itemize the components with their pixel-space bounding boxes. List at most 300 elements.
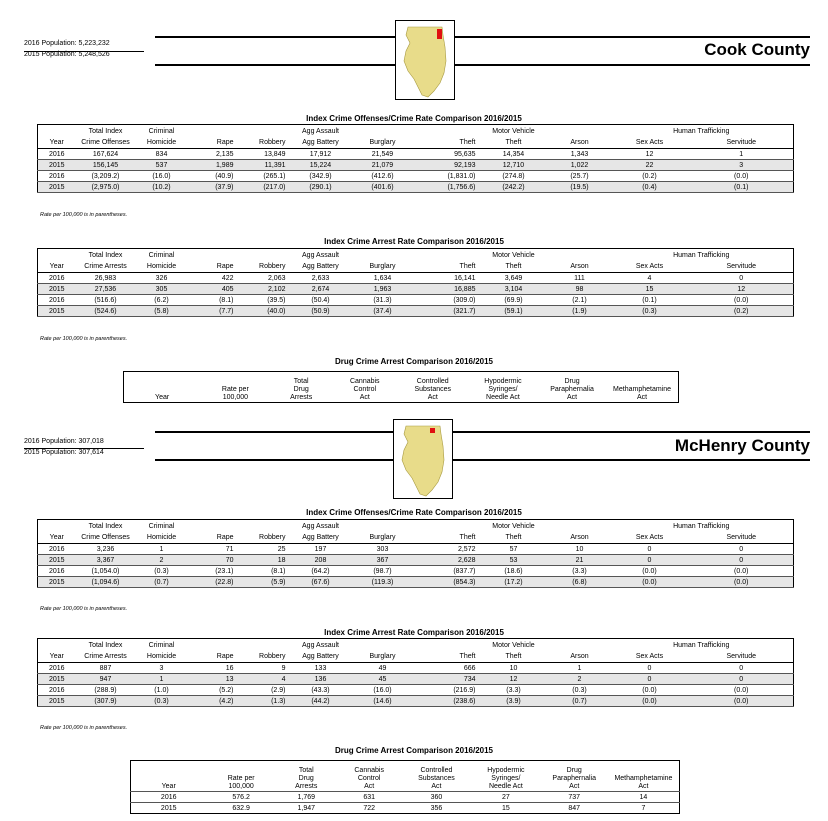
table-cell: (3.9) bbox=[478, 696, 550, 707]
header-cell: Servitude bbox=[690, 531, 794, 544]
header-cell: Human Trafficking bbox=[673, 252, 730, 259]
header-cell: Robbery bbox=[236, 260, 288, 273]
header-cell bbox=[412, 125, 478, 137]
table-cell: 10 bbox=[550, 544, 610, 555]
table-cell: (216.9) bbox=[412, 685, 478, 696]
table-row bbox=[38, 566, 794, 577]
header-cell: Sex Acts bbox=[610, 260, 690, 273]
table-cell: 95,635 bbox=[412, 149, 478, 160]
table-cell: 1 bbox=[550, 663, 610, 674]
table-cell: (7.7) bbox=[188, 306, 236, 317]
header-cell: Total Index bbox=[88, 523, 123, 530]
table-cell: 167,624 bbox=[76, 149, 136, 160]
table-row bbox=[38, 577, 794, 588]
header-cell: Homicide bbox=[136, 531, 188, 544]
header-cell bbox=[188, 639, 236, 651]
header-cell: Burglary bbox=[354, 136, 412, 149]
table-cell: (0.3) bbox=[136, 696, 188, 707]
header-cell bbox=[412, 249, 478, 261]
table-row bbox=[38, 306, 794, 317]
header-line: Needle Act bbox=[488, 783, 523, 790]
header-line: Year bbox=[161, 783, 176, 790]
table-cell: (0.2) bbox=[690, 306, 794, 317]
header-cell bbox=[206, 761, 275, 792]
header-cell bbox=[606, 372, 678, 403]
table-cell: 0 bbox=[690, 544, 794, 555]
table-cell: 18 bbox=[236, 555, 288, 566]
header-line: Substances bbox=[418, 775, 455, 782]
table-cell: (274.8) bbox=[478, 171, 550, 182]
table-cell: (14.6) bbox=[354, 696, 412, 707]
table-cell: 1,947 bbox=[276, 803, 337, 814]
table-cell: (307.9) bbox=[76, 696, 136, 707]
table-cell: (67.6) bbox=[288, 577, 354, 588]
arrests-table bbox=[37, 248, 794, 317]
table-cell: 2015 bbox=[38, 160, 76, 171]
table-cell: 2 bbox=[136, 555, 188, 566]
mchenry-county-section bbox=[0, 415, 828, 821]
header-cell: Human Trafficking bbox=[673, 642, 730, 649]
table-cell: (854.3) bbox=[412, 577, 478, 588]
header-rule-left bbox=[24, 51, 144, 52]
table-cell: 367 bbox=[354, 555, 412, 566]
table-cell: 2016 bbox=[38, 685, 76, 696]
header-line: Total bbox=[293, 378, 309, 385]
header-line: Substances bbox=[414, 386, 452, 393]
table-cell: (37.9) bbox=[188, 182, 236, 193]
table-cell: 847 bbox=[541, 803, 608, 814]
table-row bbox=[38, 182, 794, 193]
table-cell: 356 bbox=[402, 803, 471, 814]
header-cell: Agg Battery bbox=[288, 136, 354, 149]
offenses-table-title: Index Crime Offenses/Crime Rate Comparison 2016/2015 bbox=[306, 114, 522, 123]
table-cell: (412.6) bbox=[354, 171, 412, 182]
header-cell: Robbery bbox=[236, 531, 288, 544]
table-cell: 53 bbox=[478, 555, 550, 566]
table-cell: 0 bbox=[690, 663, 794, 674]
table-cell: (6.2) bbox=[136, 295, 188, 306]
table-cell: (0.7) bbox=[550, 696, 610, 707]
header-cell: Criminal bbox=[148, 128, 175, 135]
table-cell: 1 bbox=[136, 674, 188, 685]
header-cell: Sex Acts bbox=[610, 531, 690, 544]
county-name: McHenry County bbox=[674, 436, 810, 455]
header-cell: Crime Offenses bbox=[76, 136, 136, 149]
header-cell bbox=[468, 372, 538, 403]
table-cell: 2016 bbox=[38, 663, 76, 674]
table-cell: (1.3) bbox=[236, 696, 288, 707]
header-cell: Theft bbox=[478, 650, 550, 663]
drug-table bbox=[130, 760, 680, 814]
table-cell: (16.0) bbox=[354, 685, 412, 696]
table-cell: 2,102 bbox=[236, 284, 288, 295]
header-cell: Rape bbox=[188, 531, 236, 544]
header-rule-bottom bbox=[155, 64, 810, 66]
table-cell: (321.7) bbox=[412, 306, 478, 317]
header-cell: Criminal bbox=[148, 642, 175, 649]
table-cell: (290.1) bbox=[288, 182, 354, 193]
header-cell bbox=[398, 372, 468, 403]
table-cell: (6.8) bbox=[550, 577, 610, 588]
table-cell: 2015 bbox=[38, 306, 76, 317]
population-2015: 2015 Population: 307,614 bbox=[24, 449, 104, 456]
table-cell: 2016 bbox=[38, 566, 76, 577]
table-cell: 666 bbox=[412, 663, 478, 674]
table-cell: 27,536 bbox=[76, 284, 136, 295]
table-cell: 14,354 bbox=[478, 149, 550, 160]
header-cell bbox=[354, 520, 412, 532]
table-cell: (0.0) bbox=[690, 696, 794, 707]
table-row bbox=[131, 803, 680, 814]
drug-table-title: Drug Crime Arrest Comparison 2016/2015 bbox=[335, 746, 493, 755]
table-cell: 0 bbox=[690, 273, 794, 284]
table-cell: 0 bbox=[690, 555, 794, 566]
header-cell bbox=[471, 761, 540, 792]
table-cell: (5.9) bbox=[236, 577, 288, 588]
table-cell: 887 bbox=[76, 663, 136, 674]
table-cell: 16 bbox=[188, 663, 236, 674]
header-line: Cannabis bbox=[349, 378, 380, 385]
header-cell bbox=[236, 249, 288, 261]
table-cell: 2016 bbox=[38, 149, 76, 160]
table-cell: (1.0) bbox=[136, 685, 188, 696]
table-cell: 208 bbox=[288, 555, 354, 566]
header-cell: Robbery bbox=[236, 650, 288, 663]
table-cell: (0.4) bbox=[610, 182, 690, 193]
header-cell: Burglary bbox=[354, 650, 412, 663]
header-line: 100,000 bbox=[222, 394, 249, 401]
header-cell: Agg Battery bbox=[288, 650, 354, 663]
header-cell: Rape bbox=[188, 650, 236, 663]
table-cell: 2015 bbox=[38, 696, 76, 707]
header-line: Drug bbox=[293, 386, 309, 393]
table-cell: 26,983 bbox=[76, 273, 136, 284]
header-cell bbox=[188, 249, 236, 261]
table-cell: (242.2) bbox=[478, 182, 550, 193]
table-cell: (0.7) bbox=[136, 577, 188, 588]
table-cell: 15 bbox=[471, 803, 540, 814]
table-cell: 2,633 bbox=[288, 273, 354, 284]
table-cell: (16.0) bbox=[136, 171, 188, 182]
table-cell: 3,367 bbox=[76, 555, 136, 566]
table-cell: (265.1) bbox=[236, 171, 288, 182]
table-cell: 10 bbox=[478, 663, 550, 674]
table-cell: (0.0) bbox=[610, 685, 690, 696]
population-2016: 2016 Population: 5,223,232 bbox=[24, 40, 110, 47]
table-cell: 947 bbox=[76, 674, 136, 685]
header-line: Control bbox=[353, 386, 377, 393]
table-cell: 9 bbox=[236, 663, 288, 674]
header-cell: Agg Battery bbox=[288, 260, 354, 273]
population-2016: 2016 Population: 307,018 bbox=[24, 438, 104, 445]
table-cell: 2,674 bbox=[288, 284, 354, 295]
header-line: Total bbox=[298, 767, 314, 774]
header-cell bbox=[236, 125, 288, 137]
header-cell bbox=[354, 639, 412, 651]
table-cell: 2015 bbox=[38, 674, 76, 685]
header-cell bbox=[412, 639, 478, 651]
table-cell: (50.9) bbox=[288, 306, 354, 317]
table-cell: (10.2) bbox=[136, 182, 188, 193]
header-cell bbox=[538, 372, 606, 403]
table-cell: (8.1) bbox=[188, 295, 236, 306]
table-row bbox=[38, 160, 794, 171]
header-line: Paraphernalia bbox=[550, 386, 594, 393]
table-cell: 1 bbox=[690, 149, 794, 160]
table-row bbox=[38, 295, 794, 306]
arrests-table-title: Index Crime Arrest Rate Comparison 2016/2015 bbox=[324, 628, 504, 637]
header-line: Controlled bbox=[420, 767, 453, 774]
table-cell: (0.2) bbox=[610, 171, 690, 182]
header-cell: Human Trafficking bbox=[673, 523, 730, 530]
table-cell: 156,145 bbox=[76, 160, 136, 171]
county-name: Cook County bbox=[704, 40, 810, 59]
table-cell: 0 bbox=[690, 674, 794, 685]
rate-note: Rate per 100,000 is in parentheses. bbox=[40, 212, 128, 218]
table-cell: (3.3) bbox=[550, 566, 610, 577]
table-cell: (0.0) bbox=[690, 685, 794, 696]
table-cell: 2016 bbox=[38, 273, 76, 284]
table-cell: 71 bbox=[188, 544, 236, 555]
population-2015: 2015 Population: 5,248,526 bbox=[24, 51, 110, 58]
table-cell: (1.9) bbox=[550, 306, 610, 317]
rate-note: Rate per 100,000 is in parentheses. bbox=[40, 336, 128, 342]
table-cell: (40.9) bbox=[188, 171, 236, 182]
header-cell bbox=[550, 249, 610, 261]
table-cell: 734 bbox=[412, 674, 478, 685]
table-cell: 2015 bbox=[38, 182, 76, 193]
header-line: Syringes/ bbox=[491, 775, 521, 782]
table-cell: 3 bbox=[136, 663, 188, 674]
population-block bbox=[24, 436, 104, 458]
table-cell: (1,756.6) bbox=[412, 182, 478, 193]
header-cell: Homicide bbox=[136, 650, 188, 663]
header-line: Drug bbox=[566, 767, 582, 774]
table-cell: 27 bbox=[471, 792, 540, 803]
table-cell: 2015 bbox=[38, 577, 76, 588]
population-block bbox=[24, 38, 110, 60]
table-cell: (516.6) bbox=[76, 295, 136, 306]
table-cell: (401.6) bbox=[354, 182, 412, 193]
table-cell: 49 bbox=[354, 663, 412, 674]
table-cell: (2.1) bbox=[550, 295, 610, 306]
header-cell: Total Index bbox=[88, 252, 123, 259]
header-rule-top bbox=[155, 36, 810, 38]
table-cell: 537 bbox=[136, 160, 188, 171]
table-cell: 21,079 bbox=[354, 160, 412, 171]
table-cell: (37.4) bbox=[354, 306, 412, 317]
table-cell: 16,141 bbox=[412, 273, 478, 284]
header-cell: Total Index bbox=[88, 642, 123, 649]
header-cell bbox=[550, 125, 610, 137]
header-cell: Year bbox=[38, 531, 76, 544]
drug-table-title: Drug Crime Arrest Comparison 2016/2015 bbox=[335, 357, 493, 366]
header-cell: Motor Vehicle bbox=[492, 252, 535, 259]
header-line: Arrests bbox=[290, 394, 313, 401]
table-cell: (0.0) bbox=[610, 577, 690, 588]
rate-note: Rate per 100,000 is in parentheses. bbox=[40, 606, 128, 612]
table-cell: 12 bbox=[610, 149, 690, 160]
table-cell: 1,989 bbox=[188, 160, 236, 171]
header-cell: Theft bbox=[412, 650, 478, 663]
header-cell: Servitude bbox=[690, 650, 794, 663]
table-cell: (98.7) bbox=[354, 566, 412, 577]
header-cell: Agg Battery bbox=[288, 531, 354, 544]
header-cell: Motor Vehicle bbox=[492, 523, 535, 530]
header-rule-top bbox=[155, 431, 810, 433]
header-line: Syringes/ bbox=[488, 386, 518, 393]
table-cell: (5.2) bbox=[188, 685, 236, 696]
table-cell: (0.0) bbox=[690, 566, 794, 577]
table-cell: 45 bbox=[354, 674, 412, 685]
table-cell: 13 bbox=[188, 674, 236, 685]
header-line: Hypodermic bbox=[484, 378, 522, 385]
table-cell: 22 bbox=[610, 160, 690, 171]
table-cell: 2015 bbox=[131, 803, 207, 814]
header-cell: Motor Vehicle bbox=[492, 642, 535, 649]
header-cell bbox=[270, 372, 331, 403]
header-cell: Human Trafficking bbox=[673, 128, 730, 135]
table-cell: (2,975.0) bbox=[76, 182, 136, 193]
table-row bbox=[38, 674, 794, 685]
table-cell: (0.0) bbox=[610, 566, 690, 577]
table-cell: 12 bbox=[690, 284, 794, 295]
table-cell: (309.0) bbox=[412, 295, 478, 306]
table-cell: (342.9) bbox=[288, 171, 354, 182]
header-line: Drug bbox=[298, 775, 314, 782]
table-cell: 834 bbox=[136, 149, 188, 160]
header-cell bbox=[131, 761, 207, 792]
table-cell: 1,022 bbox=[550, 160, 610, 171]
header-line: Cannabis bbox=[354, 767, 384, 774]
table-cell: 2,063 bbox=[236, 273, 288, 284]
table-cell: 737 bbox=[541, 792, 608, 803]
table-cell: 57 bbox=[478, 544, 550, 555]
arrests-table-title: Index Crime Arrest Rate Comparison 2016/2015 bbox=[324, 237, 504, 246]
table-cell: 15 bbox=[610, 284, 690, 295]
header-cell bbox=[38, 639, 76, 651]
table-cell: (8.1) bbox=[236, 566, 288, 577]
header-cell bbox=[38, 125, 76, 137]
table-cell: 722 bbox=[337, 803, 402, 814]
table-cell: (25.7) bbox=[550, 171, 610, 182]
table-cell: (3,209.2) bbox=[76, 171, 136, 182]
header-cell bbox=[354, 125, 412, 137]
header-cell bbox=[236, 520, 288, 532]
table-cell: (119.3) bbox=[354, 577, 412, 588]
table-cell: 2 bbox=[550, 674, 610, 685]
header-cell: Year bbox=[38, 260, 76, 273]
table-cell: (31.3) bbox=[354, 295, 412, 306]
table-cell: (50.4) bbox=[288, 295, 354, 306]
table-cell: 111 bbox=[550, 273, 610, 284]
table-cell: 2016 bbox=[38, 544, 76, 555]
table-cell: 305 bbox=[136, 284, 188, 295]
header-line: Year bbox=[155, 394, 170, 401]
header-cell: Burglary bbox=[354, 531, 412, 544]
header-cell: Servitude bbox=[690, 136, 794, 149]
header-cell bbox=[38, 520, 76, 532]
header-line: Act bbox=[638, 783, 649, 790]
header-cell bbox=[236, 639, 288, 651]
table-cell: 2016 bbox=[131, 792, 207, 803]
table-cell: (524.6) bbox=[76, 306, 136, 317]
table-cell: 21 bbox=[550, 555, 610, 566]
header-cell: Agg Assault bbox=[302, 642, 339, 649]
rate-note: Rate per 100,000 is in parentheses. bbox=[40, 725, 128, 731]
table-row bbox=[38, 171, 794, 182]
header-cell bbox=[276, 761, 337, 792]
table-cell: 2,135 bbox=[188, 149, 236, 160]
header-line: Act bbox=[364, 783, 375, 790]
drug-table bbox=[123, 371, 679, 403]
header-line: Act bbox=[636, 394, 648, 401]
table-cell: 15,224 bbox=[288, 160, 354, 171]
table-cell: (4.2) bbox=[188, 696, 236, 707]
header-cell bbox=[200, 372, 270, 403]
table-cell: (0.0) bbox=[690, 171, 794, 182]
header-line: Needle Act bbox=[486, 394, 520, 401]
table-cell: (69.9) bbox=[478, 295, 550, 306]
table-cell: (18.6) bbox=[478, 566, 550, 577]
header-cell: Arson bbox=[550, 650, 610, 663]
table-cell: 576.2 bbox=[206, 792, 275, 803]
table-row bbox=[38, 696, 794, 707]
table-cell: (44.2) bbox=[288, 696, 354, 707]
header-line: Act bbox=[566, 394, 578, 401]
table-cell: 0 bbox=[610, 555, 690, 566]
table-row bbox=[38, 663, 794, 674]
header-cell bbox=[550, 639, 610, 651]
table-cell: 70 bbox=[188, 555, 236, 566]
table-cell: 2,572 bbox=[412, 544, 478, 555]
table-cell: 25 bbox=[236, 544, 288, 555]
table-cell: 4 bbox=[236, 674, 288, 685]
table-cell: 17,912 bbox=[288, 149, 354, 160]
table-cell: (22.8) bbox=[188, 577, 236, 588]
header-cell: Arson bbox=[550, 531, 610, 544]
table-cell: 4 bbox=[610, 273, 690, 284]
header-cell bbox=[332, 372, 398, 403]
header-line: Drug bbox=[564, 378, 580, 385]
arrests-table bbox=[37, 638, 794, 707]
table-cell: (0.3) bbox=[610, 306, 690, 317]
header-line: Act bbox=[359, 394, 370, 401]
header-cell: Year bbox=[38, 136, 76, 149]
table-cell: 2,628 bbox=[412, 555, 478, 566]
table-cell: 197 bbox=[288, 544, 354, 555]
table-cell: 326 bbox=[136, 273, 188, 284]
header-cell: Homicide bbox=[136, 260, 188, 273]
header-line: Act bbox=[427, 394, 438, 401]
table-cell: 14 bbox=[608, 792, 680, 803]
header-rule-bottom bbox=[155, 459, 810, 461]
table-cell: (59.1) bbox=[478, 306, 550, 317]
table-cell: (39.5) bbox=[236, 295, 288, 306]
header-cell: Theft bbox=[412, 531, 478, 544]
header-cell: Agg Assault bbox=[302, 252, 339, 259]
table-cell: (19.5) bbox=[550, 182, 610, 193]
header-cell: Homicide bbox=[136, 136, 188, 149]
header-cell bbox=[38, 249, 76, 261]
table-cell: 2015 bbox=[38, 284, 76, 295]
header-cell: Theft bbox=[478, 531, 550, 544]
header-cell: Motor Vehicle bbox=[492, 128, 535, 135]
header-cell: Crime Arrests bbox=[76, 650, 136, 663]
table-cell: 13,849 bbox=[236, 149, 288, 160]
table-cell: 0 bbox=[610, 663, 690, 674]
header-line: Controlled bbox=[416, 378, 449, 385]
